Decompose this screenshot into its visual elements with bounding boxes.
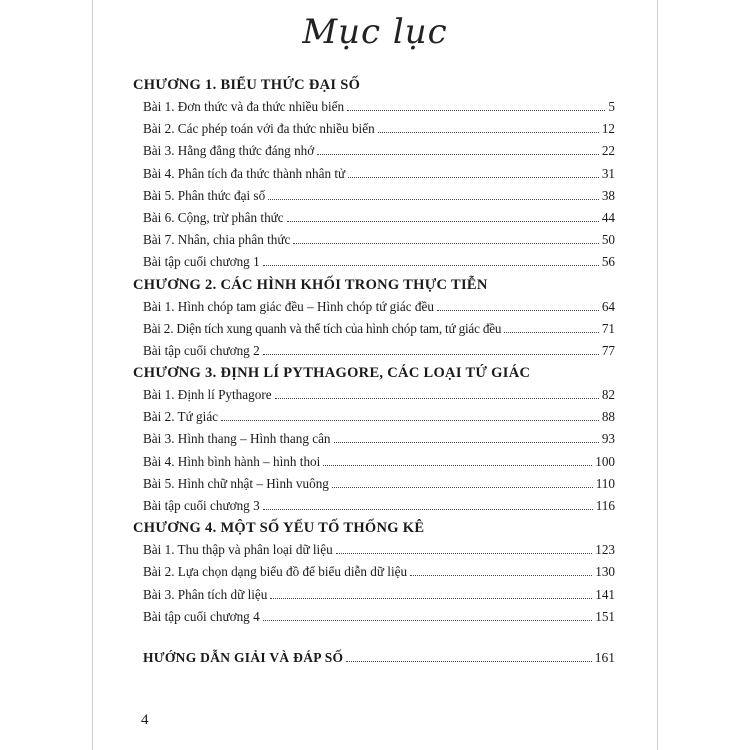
dot-leader [348, 176, 599, 178]
book-page [92, 0, 658, 750]
toc-entry [133, 163, 615, 185]
dot-leader [410, 574, 592, 576]
entry-page: 5 [608, 99, 615, 114]
chapter-heading: CHƯƠNG 2. CÁC HÌNH KHỐI TRONG THỰC TIỄN [133, 276, 488, 293]
dot-leader [334, 441, 599, 443]
entry-page: 44 [601, 209, 615, 225]
entry-page: 50 [601, 232, 615, 248]
entry-page: 141 [595, 586, 615, 602]
entry-page: 151 [595, 608, 615, 624]
dot-leader [336, 552, 593, 554]
toc-entry [133, 340, 615, 362]
entry-page: 110 [595, 475, 615, 491]
entry-page: 93 [601, 431, 615, 447]
toc-entry [133, 96, 615, 118]
entry-label: Bài 2. Các phép toán với đa thức nhiều biến [143, 121, 375, 137]
dot-leader [221, 419, 599, 421]
entry-page: 38 [601, 187, 615, 203]
dot-leader [287, 220, 599, 222]
toc-entry [133, 229, 615, 251]
toc-entry [133, 428, 615, 450]
toc-entry [133, 473, 615, 495]
entry-label: Bài tập cuối chương 1 [143, 254, 260, 270]
entry-label: Bài 2. Tứ giác [143, 409, 219, 425]
dot-leader [263, 619, 593, 621]
entry-page: 12 [601, 121, 615, 137]
entry-label: Bài 4. Phân tích đa thức thành nhân tử [143, 165, 346, 181]
entry-label: Bài 5. Hình chữ nhật – Hình vuông [143, 475, 329, 491]
toc-entry [133, 296, 615, 318]
dot-leader [293, 242, 598, 244]
entry-label: Bài 1. Hình chóp tam giác đều – Hình chóp tứ giác đều [143, 298, 434, 314]
dot-leader [378, 131, 599, 133]
entry-page: 22 [601, 143, 615, 159]
entry-label: Bài 2. Lựa chọn dạng biểu đồ để biểu diễn dữ liệu [143, 564, 408, 580]
entry-label: Bài 7. Nhân, chia phân thức [143, 232, 291, 248]
toc-entry [133, 140, 615, 162]
toc-entry [133, 606, 615, 628]
dot-leader [263, 508, 593, 510]
dot-leader [263, 264, 599, 266]
toc-entry [133, 539, 615, 561]
entry-label: Bài tập cuối chương 4 [143, 608, 260, 624]
dot-leader [275, 397, 599, 399]
entry-label: Bài 3. Hình thang – Hình thang cân [143, 431, 331, 447]
toc-entry [133, 561, 615, 583]
dot-leader [323, 464, 592, 466]
toc-entry [133, 584, 615, 606]
table-of-contents [133, 74, 615, 670]
entry-page: 100 [595, 453, 615, 469]
toc-entry [133, 495, 615, 517]
entry-page: 123 [595, 542, 615, 558]
entry-page: 77 [601, 342, 615, 358]
entry-label: Bài 2. Diện tích xung quanh và thể tích của hình chóp tam, tứ giác đều [143, 320, 502, 336]
final-label: HƯỚNG DẪN GIẢI VÀ ĐÁP SỐ [143, 649, 344, 665]
dot-leader [347, 109, 605, 111]
entry-label: Bài 6. Cộng, trừ phân thức [143, 209, 284, 225]
toc-entry [133, 318, 615, 340]
entry-label: Bài 5. Phân thức đại số [143, 187, 266, 203]
entry-label: Bài 3. Hằng đẳng thức đáng nhớ [143, 143, 315, 159]
entry-page: 31 [601, 165, 615, 181]
entry-page: 71 [601, 320, 615, 336]
toc-entry [133, 207, 615, 229]
dot-leader [346, 660, 591, 662]
entry-page: 88 [601, 409, 615, 425]
dot-leader [332, 486, 593, 488]
dot-leader [504, 331, 599, 333]
toc-entry [133, 185, 615, 207]
final-page: 161 [594, 649, 615, 665]
dot-leader [268, 198, 599, 200]
entry-page: 82 [601, 387, 615, 403]
chapter-heading: CHƯƠNG 4. MỘT SỐ YẾU TỐ THỐNG KÊ [133, 520, 425, 537]
entry-label: Bài 3. Phân tích dữ liệu [143, 586, 268, 602]
toc-final-entry [133, 646, 615, 670]
entry-page: 116 [595, 498, 615, 513]
entry-label: Bài 4. Hình bình hành – hình thoi [143, 453, 321, 469]
chapter-heading: CHƯƠNG 3. ĐỊNH LÍ PYTHAGORE, CÁC LOẠI TỨ GIÁC [133, 365, 531, 382]
entry-label: Bài tập cuối chương 2 [143, 342, 260, 358]
page-title: Mục lục [302, 12, 448, 52]
toc-entry [133, 406, 615, 428]
entry-label: Bài 1. Đơn thức và đa thức nhiều biến [143, 99, 345, 114]
entry-label: Bài tập cuối chương 3 [143, 498, 260, 513]
dot-leader [270, 597, 592, 599]
toc-entry [133, 251, 615, 273]
chapter-heading: CHƯƠNG 1. BIỂU THỨC ĐẠI SỐ [133, 77, 361, 93]
entry-page: 130 [595, 564, 615, 580]
dot-leader [437, 309, 599, 311]
toc-entry [133, 118, 615, 140]
dot-leader [263, 353, 599, 355]
entry-page: 64 [601, 298, 615, 314]
dot-leader [317, 153, 599, 155]
entry-page: 56 [601, 254, 615, 270]
page-number: 4 [141, 712, 149, 728]
toc-entry [133, 384, 615, 406]
entry-label: Bài 1. Thu thập và phân loại dữ liệu [143, 542, 333, 558]
toc-entry [133, 451, 615, 473]
entry-label: Bài 1. Định lí Pythagore [143, 387, 272, 403]
